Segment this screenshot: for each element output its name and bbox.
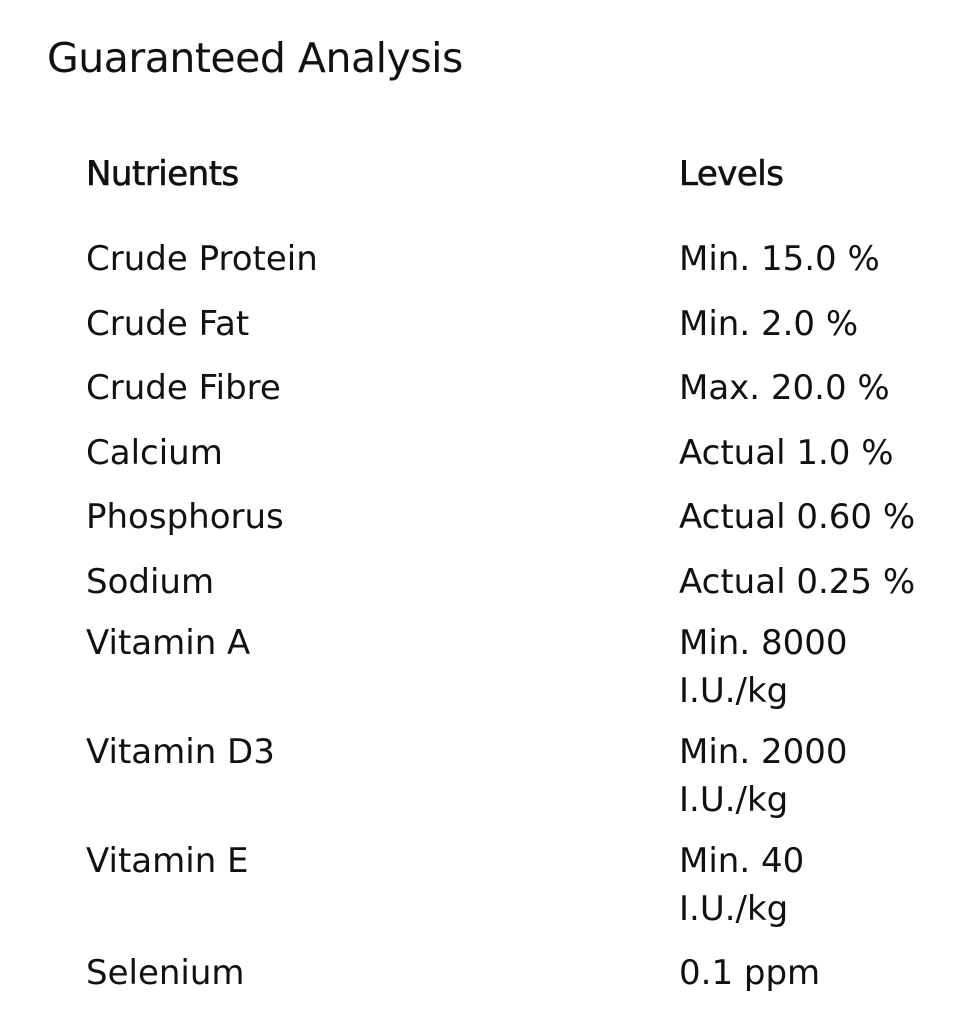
nutrient-level: Min. 2.0 %	[679, 303, 859, 344]
nutrient-level-line: Min. 2000	[679, 732, 848, 772]
table-row	[86, 619, 966, 715]
column-header-levels: Levels	[679, 154, 784, 194]
table-row	[86, 490, 966, 544]
table-row	[86, 837, 966, 933]
nutrient-level: Max. 20.0 %	[679, 368, 890, 408]
table-row	[86, 232, 966, 286]
nutrient-name: Vitamin E	[86, 841, 249, 881]
table-row	[86, 946, 966, 1000]
nutrient-level: Actual 0.25 %	[679, 561, 916, 602]
nutrient-level-unit: I.U./kg	[679, 889, 789, 929]
nutrient-name: Phosphorus	[86, 497, 284, 537]
nutrient-level	[679, 728, 939, 824]
nutrient-name: Vitamin A	[86, 623, 251, 663]
table-row	[86, 297, 966, 351]
nutrient-name: Crude Fat	[86, 303, 250, 344]
nutrient-level: Min. 15.0 %	[679, 239, 880, 279]
nutrient-level	[679, 837, 939, 933]
nutrient-name: Sodium	[86, 561, 215, 602]
nutrient-name: Vitamin D3	[86, 732, 275, 772]
table-row	[86, 361, 966, 415]
column-header-nutrients: Nutrients	[86, 154, 239, 194]
nutrient-name: Calcium	[86, 432, 223, 473]
nutrient-name: Selenium	[86, 953, 245, 993]
nutrient-level-line: Min. 8000	[679, 623, 848, 663]
nutrient-level: 0.1 ppm	[679, 953, 821, 993]
nutrient-level-unit: I.U./kg	[679, 671, 789, 711]
table-row	[86, 555, 966, 609]
nutrient-level: Actual 1.0 %	[679, 432, 894, 473]
page-title: Guaranteed Analysis	[47, 34, 463, 82]
nutrient-name: Crude Protein	[86, 239, 318, 279]
table-row	[86, 728, 966, 824]
nutrient-level-line: Min. 40	[679, 841, 805, 881]
nutrient-level: Actual 0.60 %	[679, 497, 916, 537]
nutrient-level-unit: I.U./kg	[679, 780, 789, 820]
nutrient-name: Crude Fibre	[86, 368, 281, 408]
guaranteed-analysis-table	[86, 150, 966, 1011]
nutrient-level	[679, 619, 939, 715]
table-header-row	[86, 150, 966, 200]
table-row	[86, 426, 966, 480]
